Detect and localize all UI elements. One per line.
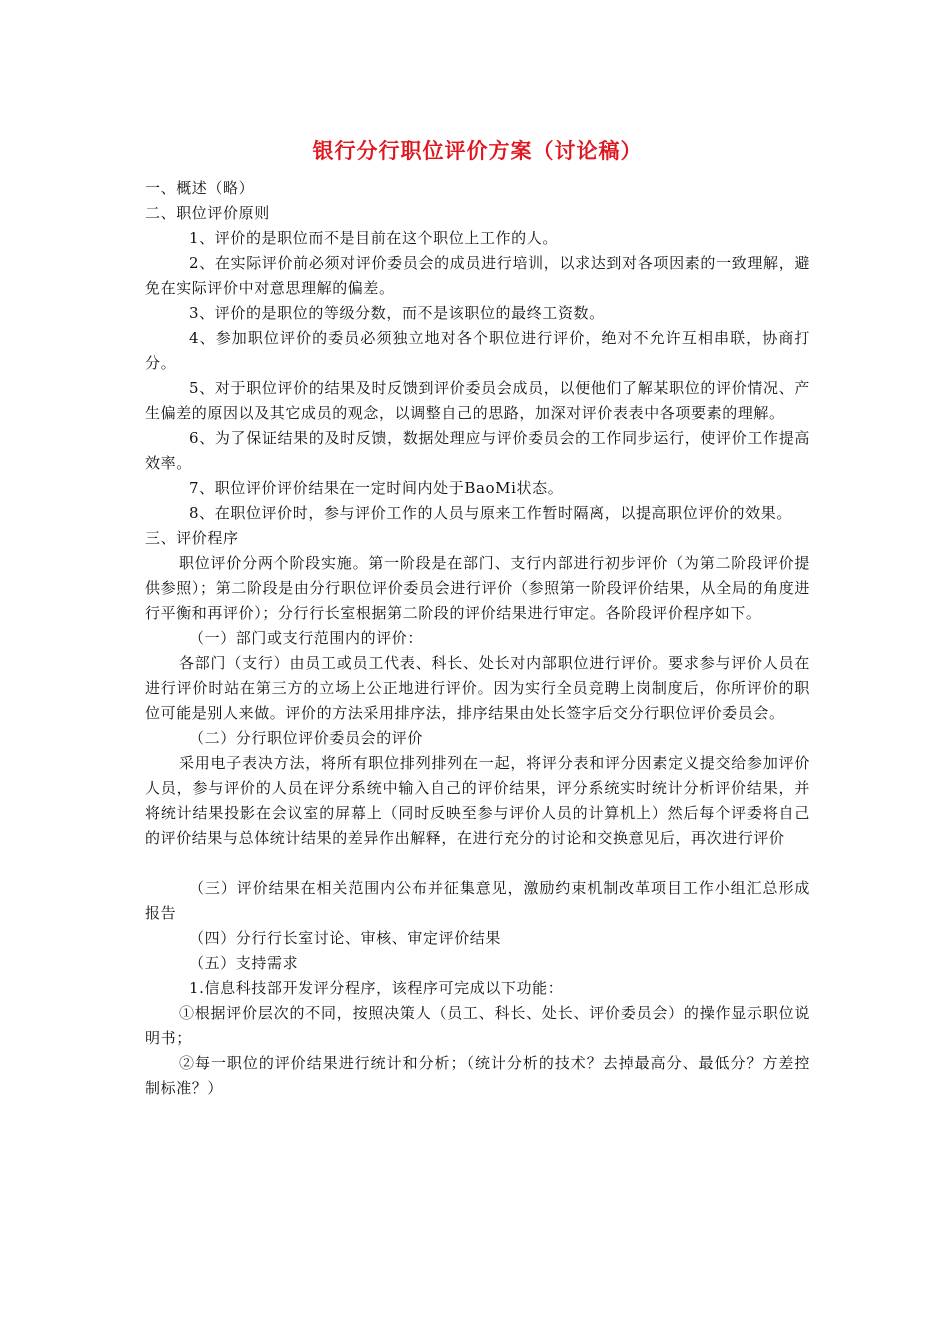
section-heading-overview: 一、概述（略）: [145, 179, 255, 197]
subsection-heading: （二）分行职位评价委员会的评价: [189, 729, 424, 747]
document-page: [145, 138, 810, 1101]
list-item: ②每一职位的评价结果进行统计和分析；（统计分析的技术？去掉最高分、最低分？方差控制标准？）: [145, 1054, 810, 1097]
subsection-heading: （一）部门或支行范围内的评价：: [189, 629, 424, 647]
principle-item: 2、在实际评价前必须对评价委员会的成员进行培训，以求达到对各项因素的一致理解，避免在实际评价中对意思理解的偏差。: [145, 254, 810, 297]
section-heading-principles: 二、职位评价原则: [145, 204, 270, 222]
list-item: 1.信息科技部开发评分程序，该程序可完成以下功能：: [189, 979, 564, 997]
list-item: ①根据评价层次的不同，按照决策人（员工、科长、处长、评价委员会）的操作显示职位说明书；: [145, 1004, 810, 1047]
subsection-heading: （三）评价结果在相关范围内公布并征集意见，激励约束机制改革项目工作小组汇总形成报告: [145, 879, 810, 922]
body-paragraph: 各部门（支行）由员工或员工代表、科长、处长对内部职位进行评价。要求参与评价人员在进行评价时站在第三方的立场上公正地进行评价。因为实行全员竞聘上岗制度后，你所评价的职位可能是别人来做。评价的方法采用排序法，排序结果由处长签字后交分行职位评价委员会。: [145, 654, 810, 722]
document-title: 银行分行职位评价方案（讨论稿）: [312, 139, 643, 163]
principle-item: 1、评价的是职位而不是目前在这个职位上工作的人。: [189, 229, 558, 247]
body-paragraph: 采用电子表决方法，将所有职位排列排列在一起，将评分表和评分因素定义提交给参加评价人员，参与评价的人员在评分系统中输入自己的评价结果，评分系统实时统计分析评价结果，并将统计结果投影在会议室的屏幕上（同时反映至参与评价人员的计算机上）然后每个评委将自己的评价结果与总体统计结果的差异作出解释，在进行充分的讨论和交换意见后，再次进行评价: [145, 754, 810, 847]
principle-item: 6、为了保证结果的及时反馈，数据处理应与评价委员会的工作同步运行，使评价工作提高效率。: [145, 429, 810, 472]
principle-item: 8、在职位评价时，参与评价工作的人员与原来工作暂时隔离，以提高职位评价的效果。: [189, 504, 792, 522]
section-heading-procedure: 三、评价程序: [145, 529, 239, 547]
principle-item: 3、评价的是职位的等级分数，而不是该职位的最终工资数。: [189, 304, 605, 322]
subsection-heading: （四）分行行长室讨论、审核、审定评价结果: [189, 929, 502, 947]
principle-item: 4、参加职位评价的委员必须独立地对各个职位进行评价，绝对不允许互相串联，协商打分。: [145, 329, 810, 372]
blank-line: [145, 851, 810, 876]
principle-item: 5、对于职位评价的结果及时反馈到评价委员会成员，以便他们了解某职位的评价情况、产生偏差的原因以及其它成员的观念，以调整自己的思路，加深对评价表表中各项要素的理解。: [145, 379, 810, 422]
principle-item: 7、职位评价评价结果在一定时间内处于BaoMi状态。: [189, 479, 564, 497]
body-paragraph: 职位评价分两个阶段实施。第一阶段是在部门、支行内部进行初步评价（为第二阶段评价提供参照）；第二阶段是由分行职位评价委员会进行评价（参照第一阶段评价结果，从全局的角度进行平衡和再评价）；分行行长室根据第二阶段的评价结果进行审定。各阶段评价程序如下。: [145, 554, 810, 622]
subsection-heading: （五）支持需求: [189, 954, 299, 972]
